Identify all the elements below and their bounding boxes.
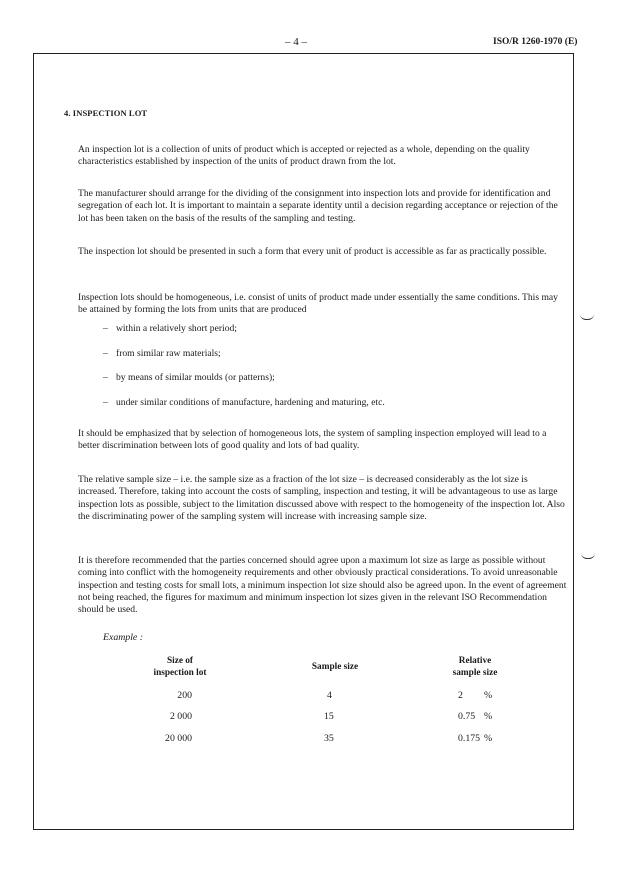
paragraph-homogeneous: Inspection lots should be homogeneous, i.e. consist of units of product made under essentially the same conditions. This may be attained by forming the lots from units that are produced bbox=[78, 292, 558, 316]
list-item-text: from similar raw materials; bbox=[116, 347, 221, 359]
dash-bullet-icon: – bbox=[103, 396, 108, 408]
paragraph-definition: An inspection lot is a collection of units of product which is accepted or rejected as a whole, depending on the quality characteristics established by inspection of the units of product drawn from the lot. bbox=[78, 144, 530, 168]
cell-sample-size: 4 bbox=[327, 690, 332, 701]
list-item bbox=[103, 372, 385, 397]
cell-lot-size: 200 bbox=[177, 690, 192, 701]
dash-bullet-icon: – bbox=[103, 347, 108, 359]
list-item-text: by means of similar moulds (or patterns); bbox=[116, 372, 275, 383]
cell-sample-size: 15 bbox=[324, 711, 334, 722]
list-item-text: under similar conditions of manufacture, hardening and maturing, etc. bbox=[116, 396, 385, 408]
cell-relative: 2 bbox=[458, 690, 463, 701]
margin-mark-icon bbox=[580, 314, 594, 320]
percent-sign: % bbox=[484, 733, 493, 744]
paragraph-recommendation: It is therefore recommended that the parties concerned should agree upon a maximum lot size as large as possible without coming into conflict with the homogeneity requirements and other obviously practical considerations. To avoid unreasonable inspection and testing costs for small lots, a minimum inspection lot size should also be agreed upon. In the event of agreement not being reached, the figures for maximum and minimum inspection lot sizes given in the relevant ISO Recommendation should be used. bbox=[78, 555, 567, 616]
paragraph-emphasis: It should be emphasized that by selection of homogeneous lots, the system of sampling inspection employed will lead to a better discrimination between lots of good quality and lots of bad quality. bbox=[78, 428, 547, 452]
example-label: Example : bbox=[103, 632, 143, 643]
header-line: Relative bbox=[458, 656, 492, 666]
paragraph-relative-sample-size: The relative sample size – i.e. the sample size as a fraction of the lot size – is decreased considerably as the lot size is increased. Therefore, taking into account the costs of sampling, inspection and testing, it will be advantageous to use as large inspection lots as possible, subject to the limitation discussed above with respect to the homogeneity of the inspection lot. Also the discriminating power of the sampling system will increase with increasing sample size. bbox=[78, 474, 565, 522]
header-sample-size: Sample size bbox=[311, 662, 359, 672]
header-line: Size of bbox=[166, 656, 194, 666]
cell-sample-size: 35 bbox=[324, 733, 334, 744]
page-number: – 4 – bbox=[285, 36, 307, 48]
percent-sign: % bbox=[484, 711, 493, 722]
list-item bbox=[103, 323, 385, 348]
paragraph-presentation: The inspection lot should be presented in such a form that every unit of product is accessible as far as practically possible. bbox=[78, 246, 547, 257]
margin-mark-icon bbox=[581, 553, 595, 559]
document-code: ISO/R 1260-1970 (E) bbox=[493, 37, 578, 47]
header-line: sample size bbox=[452, 667, 498, 678]
list-item-text: within a relatively short period; bbox=[116, 323, 237, 334]
list-item bbox=[103, 397, 385, 422]
section-title: 4. INSPECTION LOT bbox=[64, 108, 148, 118]
cell-relative: 0.75 bbox=[458, 711, 476, 722]
percent-sign: % bbox=[484, 690, 493, 701]
header-relative-size bbox=[440, 656, 510, 679]
header-line: inspection lot bbox=[153, 667, 207, 678]
cell-lot-size: 2 000 bbox=[169, 711, 192, 722]
dash-bullet-icon: – bbox=[103, 372, 108, 383]
bullet-list bbox=[103, 323, 385, 421]
header-lot-size bbox=[140, 656, 220, 679]
list-item bbox=[103, 348, 385, 373]
cell-lot-size: 20 000 bbox=[165, 733, 192, 744]
dash-bullet-icon: – bbox=[103, 323, 108, 334]
paragraph-manufacturer: The manufacturer should arrange for the dividing of the consignment into inspection lots and provide for identification and segregation of each lot. It is important to maintain a separate identity until a decision regarding acceptance or rejection of the lot has been taken on the basis of the results of the sampling and testing. bbox=[78, 188, 558, 224]
cell-relative: 0.175 bbox=[458, 733, 481, 744]
